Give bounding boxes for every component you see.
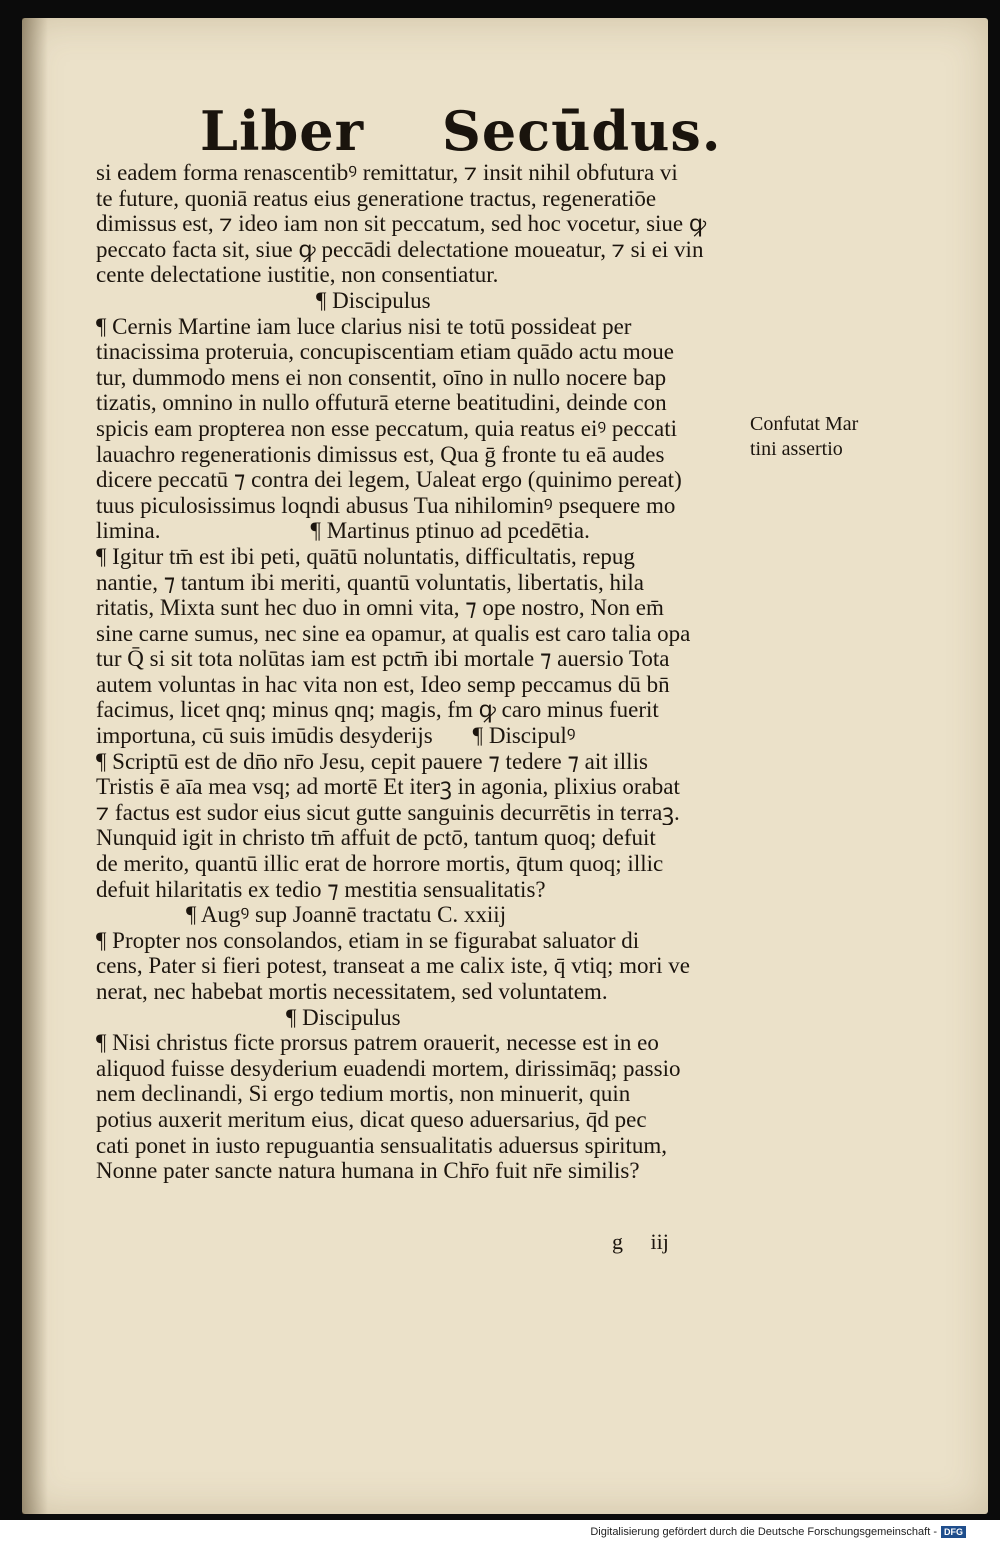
- text-line: cente delectatione iustitie, non consentiatur.: [96, 262, 499, 288]
- text-line: si eadem forma renascentibꝰ remittatur, ⁊ insit nihil obfutura vi: [96, 160, 678, 185]
- dfg-logo: DFG: [941, 1526, 966, 1538]
- text-line: ¶ Propter nos consolandos, etiam in se figurabat saluator di: [96, 927, 640, 953]
- text-line: nerat, nec habebat mortis necessitatem, sed voluntatem.: [96, 979, 608, 1004]
- text-line: lauachro regenerationis dimissus est, Qua ḡ fronte tu eā audes: [96, 441, 665, 467]
- text-line: tuus piculosissimus loqndi abusus Tua nihilominꝰ psequere mo: [96, 492, 676, 518]
- text-line: Tristis ē aīa mea vsq; ad mortē Et iterꝫ in agonia, plixius orabat: [96, 774, 680, 800]
- text-line: spicis eam propterea non esse peccatum, quia reatus eiꝰ peccati: [96, 415, 677, 441]
- body-text: [96, 160, 776, 1184]
- text-line: dimissus est, ⁊ ideo iam non sit peccatum, sed hoc vocetur, siue ꝙ: [96, 211, 707, 237]
- source-heading: ¶ Augꝰ sup Joannē tractatu C. xxiij: [186, 902, 507, 928]
- text-line: peccato facta sit, siue ꝙ peccādi delectatione moueatur, ⁊ si ei vin: [96, 236, 704, 262]
- speaker-heading: ¶ Discipulus: [286, 1004, 401, 1030]
- text-line: sine carne sumus, nec sine ea opamur, at qualis est caro talia opa: [96, 620, 691, 646]
- text-line-with-heading: [96, 518, 776, 544]
- text-line: tur, dummodo mens ei non consentit, oīno in nullo nocere bap: [96, 364, 667, 390]
- text-line: potius auxerit meritum eius, dicat queso aduersarius, q̄d pec: [96, 1106, 647, 1132]
- text-line-with-heading: [96, 723, 776, 749]
- text-line: facimus, licet qnq; minus qnq; magis, fm ꝙ caro minus fuerit: [96, 697, 659, 723]
- text-line: cens, Pater si fieri potest, transeat a me calix iste, q̄ vtiq; mori ve: [96, 953, 690, 979]
- speaker-heading: ¶ Martinus ptinuo ad pcedētia.: [310, 518, 590, 544]
- text-line: defuit hilaritatis ex tedio ⁊ mestitia sensualitatis?: [96, 876, 546, 902]
- text-line: nem declinandi, Si ergo tedium mortis, non minuerit, quin: [96, 1081, 631, 1107]
- text-line: ¶ Nisi christus ficte prorsus patrem orauerit, necesse est in eo: [96, 1030, 659, 1056]
- text-line: tur Q̄ si sit tota nolūtas iam est pctm̄ ibi mortale ⁊ auersio Tota: [96, 646, 670, 672]
- speaker-heading: ¶ Discipulꝰ: [472, 723, 576, 749]
- text-line: Nonne pater sancte natura humana in Chr̄o fuit nr̄e similis?: [96, 1158, 640, 1184]
- marginal-note-line: Confutat Mar: [750, 413, 859, 435]
- text-line: ritatis, Mixta sunt hec duo in omni vita, ⁊ ope nostro, Non em̄: [96, 595, 664, 621]
- text-fragment: limina.: [96, 518, 161, 544]
- running-head: Liber Secūdus.: [200, 99, 722, 163]
- marginal-note: [750, 412, 950, 462]
- text-line: Nunquid igit in christo tm̄ affuit de pctō, tantum quoq; defuit: [96, 825, 656, 851]
- text-line: ¶ Igitur tm̄ est ibi peti, quātū noluntatis, difficultatis, repug: [96, 543, 635, 569]
- text-line: dicere peccatū ⁊ contra dei legem, Ualeat ergo (quinimo pereat): [96, 467, 682, 493]
- text-line: ⁊ factus est sudor eius sicut gutte sanguinis decurrētis in terraꝫ.: [96, 799, 680, 825]
- footer-credit-text: Digitalisierung gefördert durch die Deutsche Forschungsgemeinschaft -: [590, 1526, 937, 1538]
- text-line: de merito, quantū illic erat de horrore mortis, q̄tum quoq; illic: [96, 851, 664, 877]
- footer-credit: [590, 1522, 966, 1542]
- text-line: autem voluntas in hac vita non est, Ideo semp peccamus dū bn̄: [96, 671, 670, 697]
- signature-mark: g iij: [612, 1229, 669, 1254]
- speaker-heading: ¶ Discipulus: [316, 287, 431, 313]
- text-line: ¶ Scriptū est de dn̄o nr̄o Jesu, cepit pauere ⁊ tedere ⁊ ait illis: [96, 748, 648, 774]
- text-line: aliquod fuisse desyderium euadendi mortem, dirissimāq; passio: [96, 1055, 681, 1081]
- text-line: tinacissima proteruia, concupiscentiam etiam quādo actu moue: [96, 339, 674, 365]
- text-fragment: importuna, cū suis imūdis desyderijs: [96, 723, 433, 749]
- binding-shadow: [22, 18, 48, 1514]
- text-line: tizatis, omnino in nullo offuturā eterne beatitudini, deinde con: [96, 390, 667, 416]
- text-line: cati ponet in iusto repuguantia sensualitatis aduersus spiritum,: [96, 1132, 668, 1158]
- text-line: ¶ Cernis Martine iam luce clarius nisi te totū possideat per: [96, 313, 632, 339]
- text-line: nantie, ⁊ tantum ibi meriti, quantū voluntatis, libertatis, hila: [96, 569, 645, 595]
- text-line: te future, quoniā reatus eius generatione tractus, regeneratiōe: [96, 185, 657, 211]
- marginal-note-line: tini assertio: [750, 438, 843, 460]
